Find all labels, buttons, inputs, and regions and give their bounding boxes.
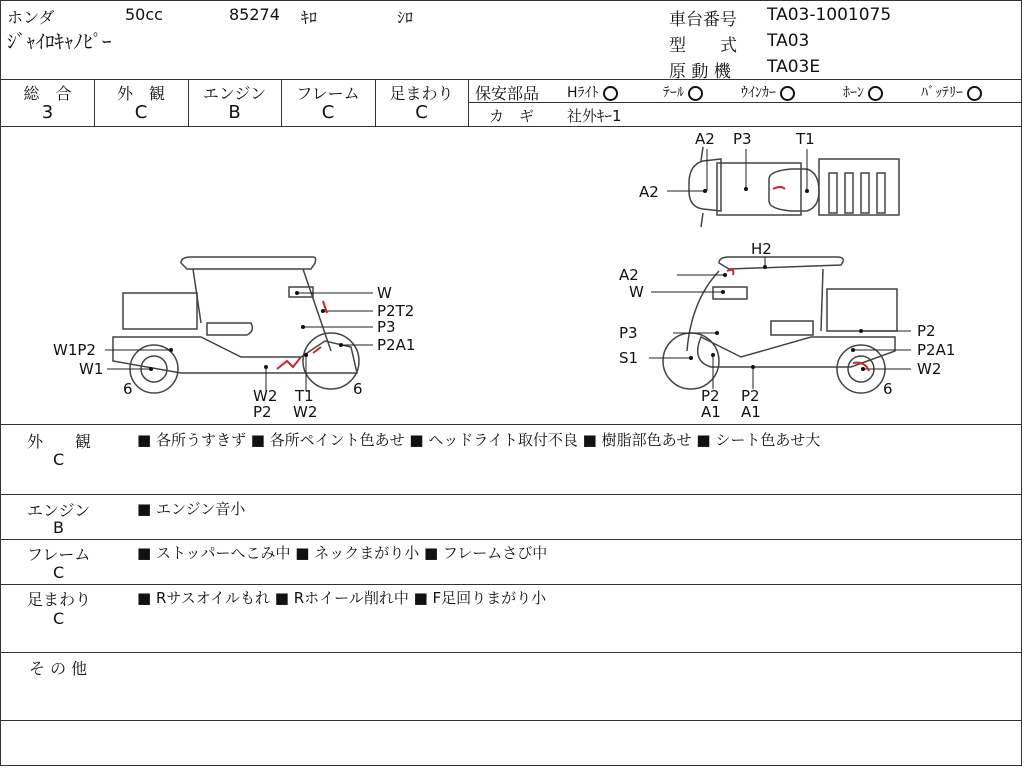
diagram-top-label: A2: [639, 183, 659, 201]
suspension-section-label: 足まわり: [27, 590, 92, 609]
diagram-right-label: P2: [741, 387, 760, 405]
diagram-left-label: 6: [123, 380, 133, 398]
mileage-unit: ｷﾛ: [301, 8, 318, 27]
exterior-grade: C: [134, 102, 148, 123]
circle-mark-icon: [688, 86, 703, 101]
diagram-right-label: P2: [701, 387, 720, 405]
divider: [1, 79, 1021, 80]
color: ｼﾛ: [397, 8, 414, 27]
type-value: TA03: [767, 31, 810, 51]
divider: [1, 584, 1021, 585]
divider: [468, 79, 469, 126]
suspension-section-grade: C: [53, 609, 65, 628]
diagram-left-label: W1P2: [53, 341, 96, 359]
diagram-right-label: H2: [751, 240, 772, 258]
divider: [1, 424, 1021, 425]
circle-mark-icon: [603, 86, 618, 101]
safety-item-headlight: Hﾗｲﾄ: [567, 82, 618, 102]
diagram-left-label: W2: [253, 387, 278, 405]
divider: [1, 652, 1021, 653]
exterior-label: 外 観: [116, 84, 165, 103]
diagram-left-label: T1: [295, 387, 314, 405]
diagram-right-label: P2A1: [917, 341, 956, 359]
diagram-left-label: P2: [253, 403, 272, 421]
diagram-left-label: W2: [293, 403, 318, 421]
frame-label: フレーム: [296, 84, 360, 103]
chassis-value: TA03-1001075: [767, 5, 892, 25]
diagram-left-label: P3: [377, 318, 396, 336]
engine-notes: ■ エンジン音小: [137, 500, 246, 518]
engine-label: エンジン: [202, 84, 267, 103]
exterior-section-label: 外 観: [27, 432, 92, 451]
engine-model-value: TA03E: [767, 57, 821, 77]
diagram-right-label: P2: [917, 322, 936, 340]
circle-mark-icon: [780, 86, 795, 101]
exterior-section-grade: C: [53, 450, 65, 469]
safety-item-winker: ｳｲﾝｶｰ: [741, 82, 795, 102]
key-value: 社外ｷｰ1: [567, 107, 622, 125]
diagram-left-label: 6: [353, 380, 363, 398]
diagram-top-label: T1: [796, 130, 815, 148]
diagram-top-label: A2: [695, 130, 715, 148]
diagram-left-label: P2A1: [377, 336, 416, 354]
diagram-right-label: W: [629, 283, 644, 301]
diagram-right-label: 6: [883, 380, 893, 398]
safety-title: 保安部品: [475, 84, 540, 103]
mileage: 85274: [229, 5, 280, 24]
frame-section-grade: C: [53, 563, 65, 582]
divider: [1, 539, 1021, 540]
frame-section-label: フレーム: [27, 545, 91, 564]
suspension-notes: ■ Rサスオイルもれ ■ Rホイール削れ中 ■ F足回りまがり小: [137, 589, 547, 607]
safety-item-tail: ﾃｰﾙ: [663, 82, 703, 102]
diagram-right-label: W2: [917, 360, 942, 378]
displacement: 50cc: [125, 5, 163, 24]
diagram-right-label: A2: [619, 266, 639, 284]
safety-item-battery: ﾊﾞｯﾃﾘｰ: [921, 82, 982, 102]
engine-section-label: エンジン: [27, 501, 91, 520]
diagram-left-label: P2T2: [377, 302, 415, 320]
key-label: カ ギ: [489, 107, 535, 125]
overall-label: 総 合: [23, 84, 72, 103]
circle-mark-icon: [868, 86, 883, 101]
engine-grade: B: [228, 102, 241, 123]
maker: ホンダ: [7, 8, 55, 27]
suspension-grade: C: [415, 102, 428, 123]
engine-model-label: 原 動 機: [669, 62, 731, 82]
divider: [1, 494, 1021, 495]
diagram-top-label: P3: [733, 130, 752, 148]
diagram-left-label: W1: [79, 360, 104, 378]
diagram-right-label: A1: [741, 403, 761, 421]
overall-grade: 3: [41, 102, 54, 123]
divider: [469, 102, 1021, 103]
frame-notes: ■ ストッパーへこみ中 ■ ネックまがり小 ■ フレームさび中: [137, 544, 548, 562]
safety-item-horn: ﾎｰﾝ: [843, 82, 883, 102]
diagram-right-label: P3: [619, 324, 638, 342]
model-name: ｼﾞｬｲﾛｷｬﾉﾋﾟｰ: [7, 31, 112, 53]
chassis-label: 車台番号: [669, 10, 737, 30]
other-section-label: そ の 他: [29, 659, 88, 678]
divider: [1, 720, 1021, 721]
diagram-left-label: W: [377, 284, 392, 302]
suspension-label: 足まわり: [389, 84, 454, 103]
exterior-notes: ■ 各所うすきず ■ 各所ペイント色あせ ■ ヘッドライト取付不良 ■ 樹脂部色あせ ■ シート色あせ大: [137, 431, 821, 449]
circle-mark-icon: [967, 86, 982, 101]
type-label: 型 式: [669, 36, 737, 56]
frame-grade: C: [321, 102, 335, 123]
engine-section-grade: B: [53, 518, 64, 537]
diagram-right-label: S1: [619, 349, 639, 367]
diagram-right-label: A1: [701, 403, 721, 421]
scooter-diagram: [1, 127, 1021, 425]
